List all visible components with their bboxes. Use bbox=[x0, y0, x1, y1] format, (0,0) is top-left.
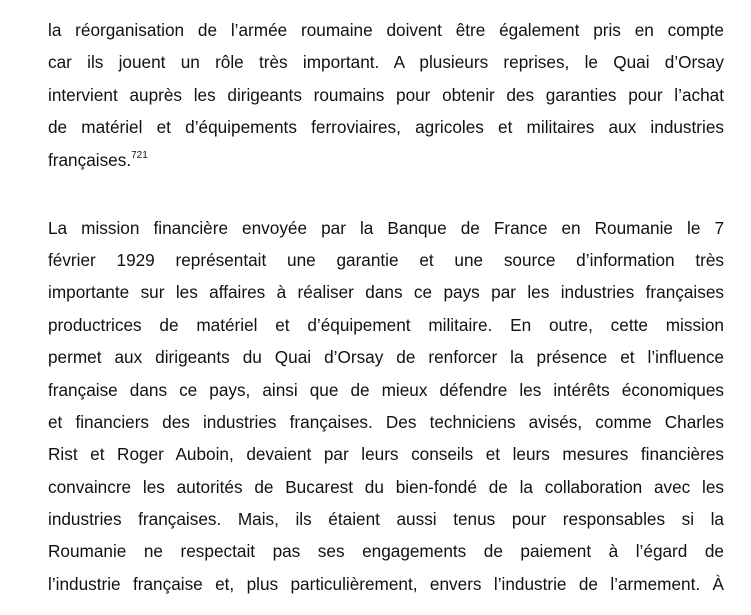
text-line: février 1929 représentait une garantie et une source d’information très bbox=[48, 249, 724, 270]
text-line: permet aux dirigeants du Quai d’Orsay de renforcer la présence et l’influence bbox=[48, 347, 724, 368]
paragraph-2 bbox=[48, 212, 724, 601]
footnote-reference[interactable]: 721 bbox=[131, 149, 148, 161]
text-line-last bbox=[48, 144, 724, 176]
text-line: l’industrie française et, plus particulièrement, envers l’industrie de l’armement. À bbox=[48, 573, 724, 594]
paragraph-1 bbox=[48, 14, 724, 176]
text-line: intervient auprès les dirigeants roumains pour obtenir des garanties pour l’achat bbox=[48, 84, 724, 105]
text-line: La mission financière envoyée par la Banque de France en Roumanie le 7 bbox=[48, 217, 724, 238]
text-line: et financiers des industries françaises. Des techniciens avisés, comme Charles bbox=[48, 411, 724, 432]
text-line: Rist et Roger Auboin, devaient par leurs conseils et leurs mesures financières bbox=[48, 444, 724, 465]
text-line: la réorganisation de l’armée roumaine doivent être également pris en compte bbox=[48, 20, 724, 40]
text-line: productrices de matériel et d’équipement militaire. En outre, cette mission bbox=[48, 314, 724, 335]
text-line: convaincre les autorités de Bucarest du bien-fondé de la collaboration avec les bbox=[48, 476, 724, 497]
text-line: car ils jouent un rôle très important. A plusieurs reprises, le Quai d’Orsay bbox=[48, 52, 724, 73]
text-line: Roumanie ne respectait pas ses engagements de paiement à l’égard de bbox=[48, 541, 724, 562]
text-line: de matériel et d’équipements ferroviaires, agricoles et militaires aux industries bbox=[48, 117, 724, 138]
paragraph-gap bbox=[48, 176, 724, 212]
text-line: française dans ce pays, ainsi que de mieux défendre les intérêts économiques bbox=[48, 379, 724, 400]
document-page bbox=[48, 14, 724, 600]
text-line: industries françaises. Mais, ils étaient aussi tenus pour responsables si la bbox=[48, 509, 724, 530]
text-line: importante sur les affaires à réaliser dans ce pays par les industries françaises bbox=[48, 282, 724, 303]
text-line: françaises. bbox=[48, 149, 132, 170]
